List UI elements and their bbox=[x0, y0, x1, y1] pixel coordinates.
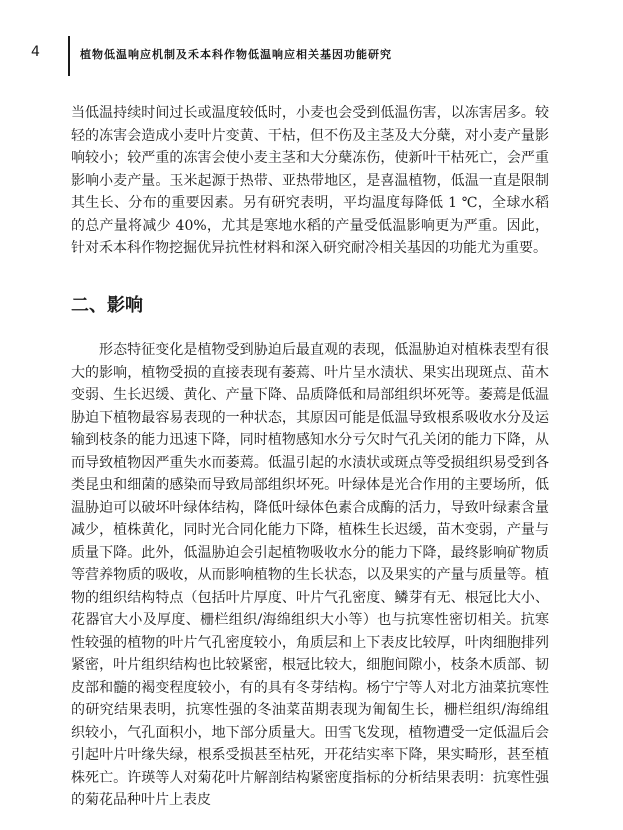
paragraph-1: 当低温持续时间过长或温度较低时，小麦也会受到低温伤害，以冻害居多。较轻的冻害会造成小麦叶片变黄、干枯，但不伤及主茎及大分蘖，对小麦产量影响较小；较严重的冻害会使小麦主茎和大分蘖冻伤，使新叶干枯死亡，会严重影响小麦产量。玉米起源于热带、亚热带地区，是喜温植物，低温一直是限制其生长、分布的重要因素。另有研究表明，平均温度每降低 1 ℃，全球水稻的总产量将减少 40%，尤其是寒地水稻的产量受低温影响更为严重。因此，针对禾本科作物挖掘优异抗性材料和深入研究耐冷相关基因的功能尤为重要。 bbox=[71, 105, 549, 256]
section-heading: 二、影响 bbox=[71, 295, 143, 316]
running-title: 植物低温响应机制及禾本科作物低温响应相关基因功能研究 bbox=[80, 48, 392, 61]
header-divider bbox=[68, 36, 70, 76]
page-header bbox=[0, 0, 623, 88]
paragraph-2: 形态特征变化是植物受到胁迫后最直观的表现，低温胁迫对植株表型有很大的影响，植物受损的直接表现有萎蔫、叶片呈水渍状、果实出现斑点、苗木变弱、生长迟缓、黄化、产量下降、品质降低和局部组织坏死等。萎蔫是低温胁迫下植物最容易表现的一种状态，其原因可能是低温导致根系吸收水分及运输到枝条的能力迅速下降，同时植物感知水分亏欠时气孔关闭的能力下降，从而导致植物因严重失水而萎蔫。低温引起的水渍状或斑点等受损组织易受到各类昆虫和细菌的感染而导致局部组织坏死。叶绿体是光合作用的主要场所，低温胁迫可以破坏叶绿体结构，降低叶绿体色素合成酶的活力，导致叶绿素含量减少，植株黄化，同时光合同化能力下降，植株生长迟缓，苗木变弱，产量与质量下降。此外，低温胁迫会引起植物吸收水分的能力下降，最终影响矿物质等营养物质的吸收，从而影响植物的生长状态，以及果实的产量与质量等。植物的组织结构特点（包括叶片厚度、叶片气孔密度、鳞芽有无、根冠比大小、花器官大小及厚度、栅栏组织/海绵组织大小等）也与抗寒性密切相关。抗寒性较强的植物的叶片气孔密度较小，角质层和上下表皮比较厚，叶肉细胞排列紧密，叶片组织结构也比较紧密，根冠比较大，细胞间隙小，枝条木质部、韧皮部和髓的褐变程度较小，有的具有冬芽结构。杨宁宁等人对北方油菜抗寒性的研究结果表明，抗寒性强的冬油菜苗期表现为匍匐生长，栅栏组织/海绵组织较小，气孔面积小，地下部分质量大。田雪飞发现，植物遭受一定低温后会引起叶片叶缘失绿，根系受损甚至枯死，开花结实率下降，果实畸形，甚至植株死亡。许瑛等人对菊花叶片解剖结构紧密度指标的分析结果表明：抗寒性强的菊花品种叶片上表皮 bbox=[71, 342, 549, 808]
page-number: 4 bbox=[31, 44, 40, 60]
